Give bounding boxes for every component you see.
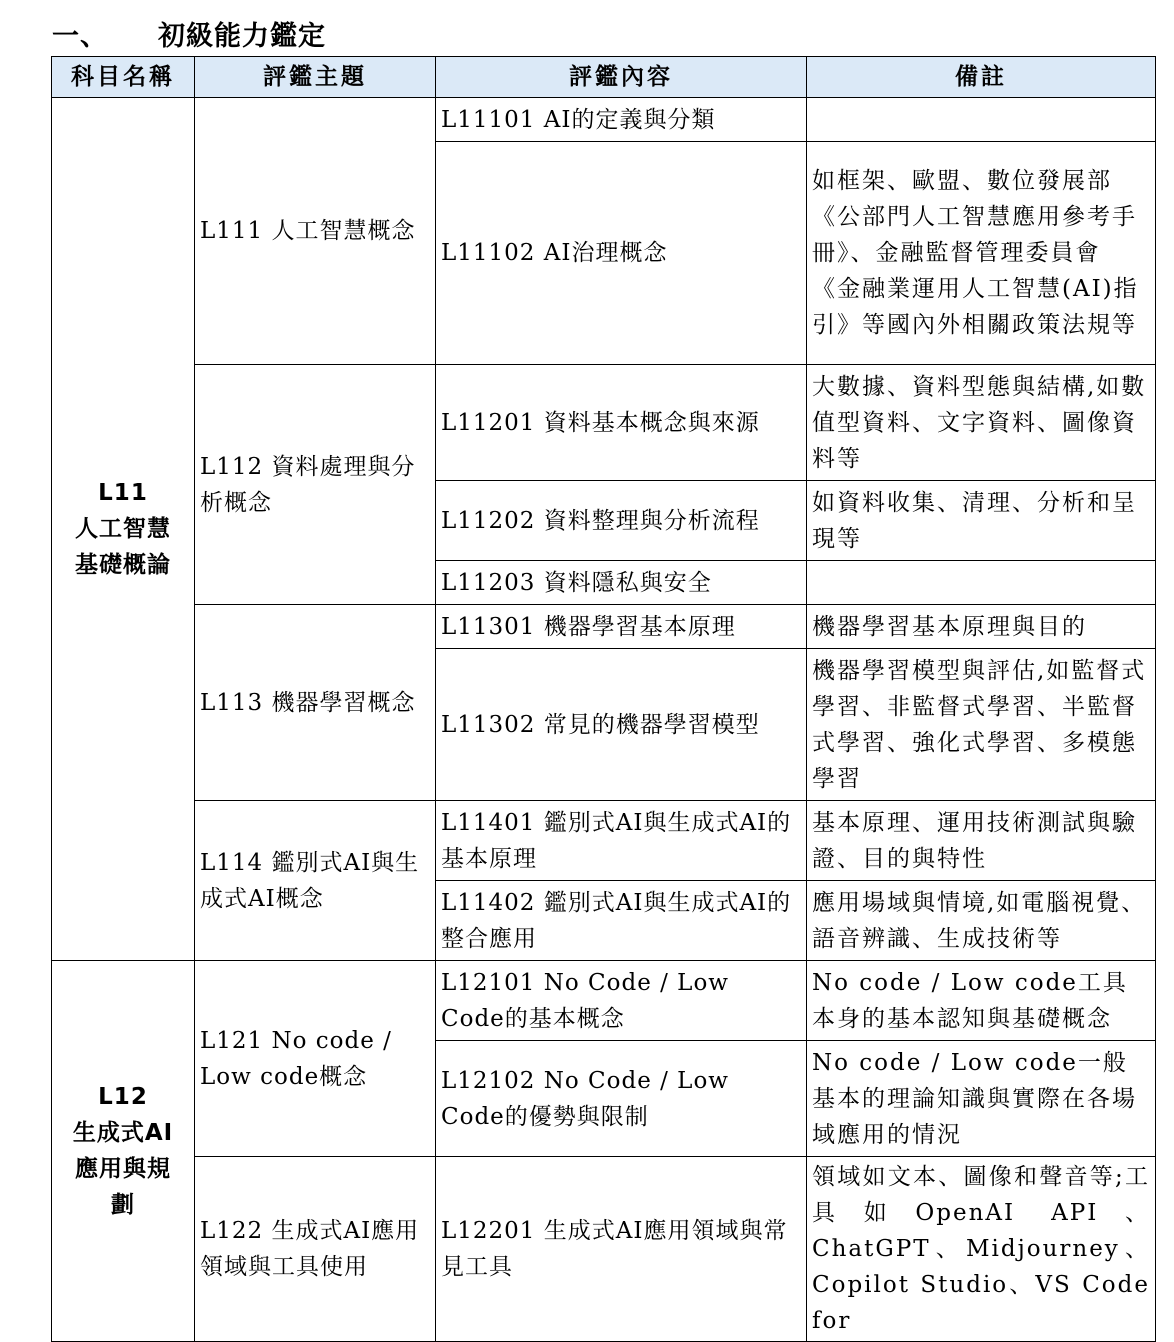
section-heading [52, 14, 326, 53]
topic-cell: L114 鑑別式AI與生成式AI概念 [195, 801, 436, 961]
note-cell: 如資料收集、清理、分析和呈現等 [807, 481, 1156, 561]
note-cell: No code / Low code工具本身的基本認知與基礎概念 [807, 961, 1156, 1041]
table-row [52, 1157, 1156, 1342]
subject-name: 應用與規 [75, 1156, 171, 1182]
header-content: 評鑑內容 [436, 57, 807, 98]
subject-code: L11 [98, 480, 148, 506]
note-cell: 機器學習基本原理與目的 [807, 605, 1156, 649]
subject-name: 基礎概論 [75, 552, 171, 578]
content-cell: L11102 AI治理概念 [436, 142, 807, 365]
note-cell [807, 98, 1156, 142]
note-cell: 機器學習模型與評估,如監督式學習、非監督式學習、半監督式學習、強化式學習、多模態學習 [807, 649, 1156, 801]
content-cell: L11201 資料基本概念與來源 [436, 365, 807, 481]
content-cell: L11101 AI的定義與分類 [436, 98, 807, 142]
note-cell: 領域如文本、圖像和聲音等;工具如OpenAI API、ChatGPT、Midjourney、Copilot Studio、VS Code for [807, 1157, 1156, 1342]
subject-code: L12 [98, 1084, 148, 1110]
topic-cell: L122 生成式AI應用領域與工具使用 [195, 1157, 436, 1342]
note-cell: 應用場域與情境,如電腦視覺、語音辨識、生成技術等 [807, 881, 1156, 961]
table-row [52, 605, 1156, 649]
header-notes: 備註 [807, 57, 1156, 98]
assessment-table [51, 56, 1156, 1342]
table-row [52, 801, 1156, 881]
content-cell: L11301 機器學習基本原理 [436, 605, 807, 649]
subject-name: 生成式AI [72, 1120, 174, 1146]
content-cell: L11402 鑑別式AI與生成式AI的整合應用 [436, 881, 807, 961]
content-cell: L12201 生成式AI應用領域與常見工具 [436, 1157, 807, 1342]
note-cell: 如框架、歐盟、數位發展部《公部門人工智慧應用參考手冊》、金融監督管理委員會《金融業運用人工智慧(AI)指引》等國內外相關政策法規等 [807, 142, 1156, 365]
topic-cell: L113 機器學習概念 [195, 605, 436, 801]
table-row [52, 98, 1156, 142]
header-topic: 評鑑主題 [195, 57, 436, 98]
subject-cell-l11 [52, 98, 195, 961]
subject-name: 劃 [111, 1192, 135, 1218]
subject-name: 人工智慧 [75, 516, 171, 542]
content-cell: L11401 鑑別式AI與生成式AI的基本原理 [436, 801, 807, 881]
topic-cell: L111 人工智慧概念 [195, 98, 436, 365]
note-cell [807, 561, 1156, 605]
topic-cell: L112 資料處理與分析概念 [195, 365, 436, 605]
note-cell: 基本原理、運用技術測試與驗證、目的與特性 [807, 801, 1156, 881]
table-header-row [52, 57, 1156, 98]
subject-cell-l12 [52, 961, 195, 1342]
note-cell: 大數據、資料型態與結構,如數值型資料、文字資料、圖像資料等 [807, 365, 1156, 481]
content-cell: L11203 資料隱私與安全 [436, 561, 807, 605]
content-cell: L12101 No Code / Low Code的基本概念 [436, 961, 807, 1041]
content-cell: L11202 資料整理與分析流程 [436, 481, 807, 561]
section-title: 初級能力鑑定 [158, 21, 326, 52]
content-cell: L12102 No Code / Low Code的優勢與限制 [436, 1041, 807, 1157]
note-cell: No code / Low code一般基本的理論知識與實際在各場域應用的情況 [807, 1041, 1156, 1157]
header-subject: 科目名稱 [52, 57, 195, 98]
section-number: 一、 [52, 21, 108, 52]
content-cell: L11302 常見的機器學習模型 [436, 649, 807, 801]
table-row [52, 961, 1156, 1041]
table-row [52, 365, 1156, 481]
topic-cell: L121 No code / Low code概念 [195, 961, 436, 1157]
